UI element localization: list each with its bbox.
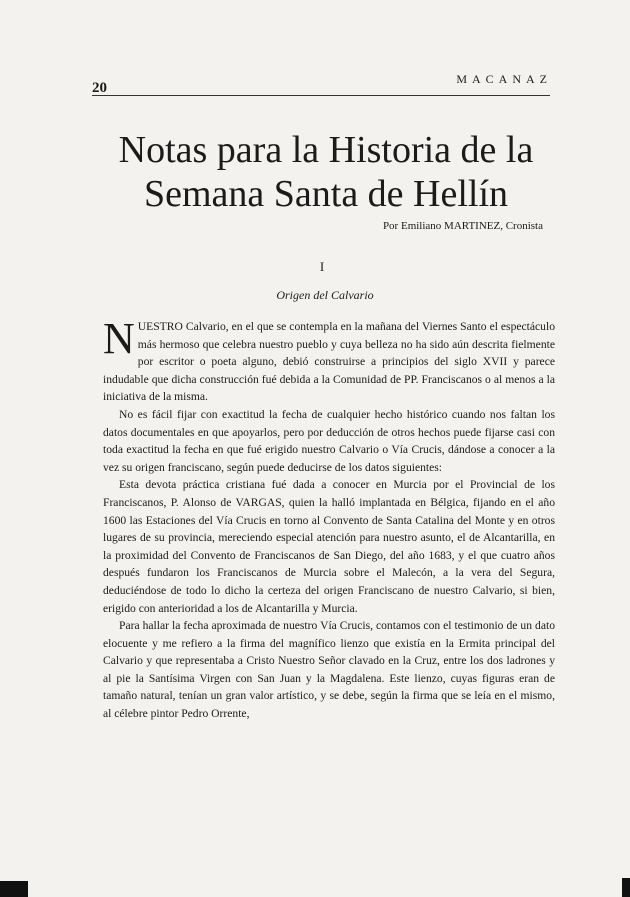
paragraph-3: Esta devota práctica cristiana fué dada a conocer en Murcia por el Provincial de los Franciscanos, P. Alonso de VARGAS, quien la halló implantada en Bélgica, fijando en el año 1600 las Estaciones del Vía Crucis en torno al Convento de Santa Catalina del Monte y en otros lugares de su provincia, mereciendo especial atención para nuestro asunto, el de Alcantarilla, en la proximidad del Convento de Franciscanos de San Diego, del año 1683, y el que cuatro años después fundaron los Franciscanos de Murcia sobre el Malecón, a la vera del Segura, deduciéndose de todo lo dicho la certeza del origen Franciscano de nuestro Calvario, si bien, erigido con anterioridad a los de Alcantarilla y Murcia. <box>103 478 555 615</box>
article-title: Notas para la Historia de la Semana Santa de Hellín <box>118 129 534 215</box>
byline: Por Emiliano MARTINEZ, Cronista <box>382 220 543 232</box>
running-head: MACANAZ <box>456 72 552 86</box>
dropcap: N <box>103 314 135 363</box>
section-number: I <box>319 259 325 274</box>
paragraph-1-text: UESTRO Calvario, en el que se contempla en la mañana del Viernes Santo el espectáculo más hermoso que celebra nuestro pueblo y cuya belleza no ha sido aún descrita fielmente por escritor o poeta alguno, debió construirse a principios del siglo XVII y parece indudable que dicha construcción fué debida a la Comunidad de PP. Franciscanos o al menos a la iniciativa de la misma. <box>103 320 555 404</box>
scan-edge-mark-right <box>622 878 630 897</box>
page-number: 20 <box>92 80 107 96</box>
paragraph-1 <box>103 314 555 406</box>
section-title: Origen del Calvario <box>276 288 374 302</box>
scan-edge-mark-left <box>0 881 28 897</box>
paragraph-4: Para hallar la fecha aproximada de nuestro Vía Crucis, contamos con el testimonio de un dato elocuente y me refiero a la firma del magnífico lienzo que existía en la Ermita principal del Calvario y que representaba a Cristo Nuestro Señor clavado en la Cruz, entre los dos ladrones y al pie la Santísima Virgen con San Juan y la Magdalena. Este lienzo, cuyas figuras eran de tamaño natural, tenían un gran valor artístico, y se debe, según la firma que se leía en el mismo, al célebre pintor Pedro Orrente, <box>103 619 555 721</box>
paragraph-2: No es fácil fijar con exactitud la fecha de cualquier hecho histórico cuando nos faltan los datos documentales en que apoyarlos, pero por deducción de otros hechos puede fijarse casi con toda exactitud la fecha en que fué erigido nuestro Calvario o Vía Crucis, dándose a conocer a la vez su origen franciscano, según puede deducirse de los datos siguientes: <box>103 407 555 474</box>
header-rule <box>92 95 550 96</box>
article-body <box>103 314 555 723</box>
